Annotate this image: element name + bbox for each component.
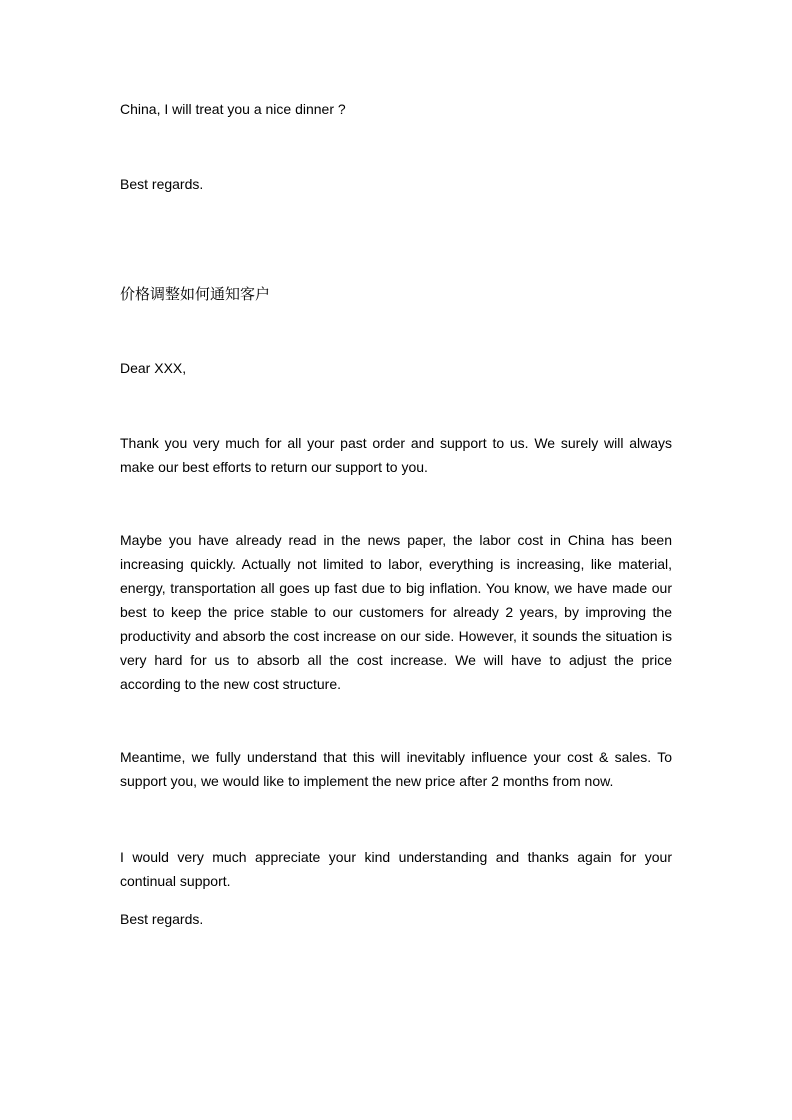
paragraph-cost-increase: Maybe you have already read in the news paper, the labor cost in China has been increasing quickly. Actually not limited to labor, everything is increasing, like material, energy, transportation all goes up fast due to big inflation. You know, we have made our best to keep the price stable to our customers for already 2 years, by improving the productivity and absorb the cost increase on our side. However, it sounds the situation is very hard for us to absorb all the cost increase. We will have to adjust the price according to the new cost structure. (120, 532, 672, 692)
paragraph-appreciation: I would very much appreciate your kind understanding and thanks again for your continual support. (120, 849, 672, 889)
continuation-line: China, I will treat you a nice dinner ? (120, 101, 346, 117)
closing-best-regards: Best regards. (120, 176, 204, 192)
paragraph-implementation: Meantime, we fully understand that this will inevitably influence your cost & sales. To support you, we would like to implement the new price after 2 months from now. (120, 749, 672, 789)
closing-best-regards-final: Best regards. (120, 911, 204, 927)
section-title: 价格调整如何通知客户 (120, 285, 271, 303)
salutation: Dear XXX, (120, 360, 187, 376)
paragraph-thanks: Thank you very much for all your past order and support to us. We surely will always make our best efforts to return our support to you. (120, 435, 672, 475)
